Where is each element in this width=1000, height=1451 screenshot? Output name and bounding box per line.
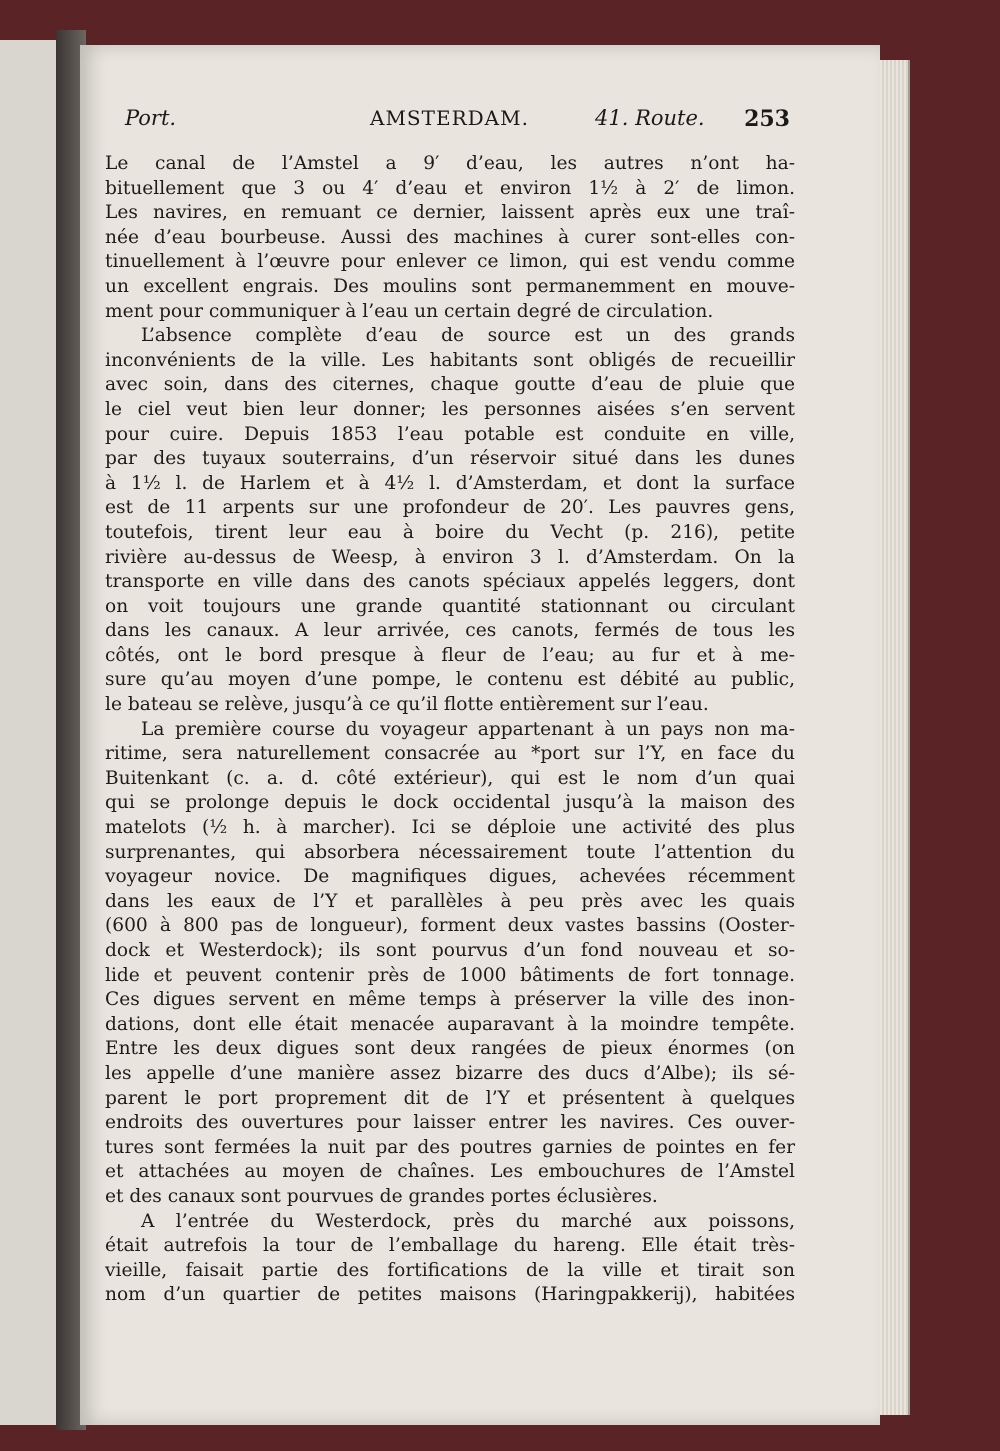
text-line: toutefois, tirent leur eau à boire du Vecht (p. 216), petite (105, 521, 795, 543)
text-line: le bateau se relève, jusqu’à ce qu’il flotte entièrement sur l’eau. (105, 694, 709, 716)
text-line: le ciel veut bien leur donner; les personnes aisées s’en servent (105, 398, 795, 420)
text-line: dock et Westerdock); ils sont pourvus d’un fond nouveau et so- (105, 940, 795, 961)
text-line: lide et peuvent contenir près de 1000 bâtiments de fort tonnage. (105, 964, 795, 986)
text-line: un excellent engrais. Des moulins sont permanemment en mouve- (105, 275, 795, 297)
text-line: L’absence complète d’eau de source est un des grands (141, 325, 795, 347)
text-line: parent le port proprement dit de l’Y et présentent à quelques (105, 1087, 795, 1109)
text-line: avec soin, dans des citernes, chaque goutte d’eau de pluie que (105, 374, 795, 396)
text-line: dans les canaux. A leur arrivée, ces canots, fermés de tous les (105, 620, 795, 642)
text-line: tinuellement à l’œuvre pour enlever ce limon, qui est vendu comme (105, 251, 795, 273)
text-line: était autrefois la tour de l’emballage du hareng. Elle était très- (105, 1235, 795, 1257)
header-title: AMSTERDAM. (370, 106, 529, 130)
text-line: qui se prolonge depuis le dock occidental jusqu’à la maison des (105, 792, 795, 814)
text-line: transporte en ville dans des canots spéciaux appelés leggers, dont (105, 571, 795, 593)
running-header (125, 106, 790, 136)
text-line: et attachées au moyen de chaînes. Les embouchures de l’Amstel (105, 1161, 795, 1183)
text-line: (600 à 800 pas de longueur), forment deux vastes bassins (Ooster- (105, 915, 795, 937)
text-line: matelots (½ h. à marcher). Ici se déploie une activité des plus (105, 817, 795, 839)
text-line: vieille, faisait partie des fortifications de la ville et tirait son (105, 1259, 795, 1281)
header-section: Port. (125, 106, 177, 130)
text-line: ritime, sera naturellement consacrée au *port sur l’Y, en face du (105, 743, 795, 765)
text-line: tures sont fermées la nuit par des poutres garnies de pointes en fer (105, 1136, 795, 1158)
text-line: La première course du voyageur appartenant à un pays non ma- (141, 718, 795, 740)
page-stack-edge (880, 60, 910, 1415)
text-line: pour cuire. Depuis 1853 l’eau potable est conduite en ville, (105, 423, 795, 445)
text-line: bituellement que 3 ou 4′ d’eau et environ 1½ à 2′ de limon. (105, 177, 795, 199)
left-page-edge (0, 40, 62, 1425)
text-line: côtés, ont le bord presque à fleur de l’eau; au fur et à me- (105, 644, 795, 666)
text-line: sure qu’au moyen d’une pompe, le contenu est débité au public, (105, 669, 795, 691)
text-line: Les navires, en remuant ce dernier, laissent après eux une traî- (105, 202, 795, 224)
text-line: A l’entrée du Westerdock, près du marché aux poissons, (141, 1210, 795, 1232)
text-line: rivière au-dessus de Weesp, à environ 3 l. d’Amsterdam. On la (105, 546, 795, 568)
text-line: Ces digues servent en même temps à préserver la ville des inon- (105, 989, 795, 1011)
text-line: dans les eaux de l’Y et parallèles à peu près avec les quais (105, 890, 795, 912)
page-number: 253 (744, 106, 790, 132)
text-line: Buitenkant (c. a. d. côté extérieur), qui est le nom d’un quai (105, 767, 795, 789)
text-line: voyageur novice. De magnifiques digues, achevées récemment (105, 866, 795, 888)
text-line: à 1½ l. de Harlem et à 4½ l. d’Amsterdam, et dont la surface (105, 472, 795, 494)
text-line: nom d’un quartier de petites maisons (Haringpakkerij), habitées (105, 1284, 795, 1306)
text-line: et des canaux sont pourvues de grandes portes éclusières. (105, 1185, 658, 1207)
header-route: 41. Route. (595, 106, 705, 130)
text-line: née d’eau bourbeuse. Aussi des machines à curer sont-elles con- (105, 226, 795, 248)
text-line: inconvénients de la ville. Les habitants sont obligés de recueillir (105, 349, 795, 371)
text-line: surprenantes, qui absorbera nécessairement toute l’attention du (105, 841, 795, 863)
text-line: Le canal de l’Amstel a 9′ d’eau, les autres n’ont ha- (105, 153, 795, 174)
text-line: endroits des ouvertures pour laisser entrer les navires. Ces ouver- (105, 1112, 795, 1134)
text-line: ment pour communiquer à l’eau un certain degré de circulation. (105, 300, 714, 322)
body-text (105, 152, 795, 1308)
text-line: dations, dont elle était menacée auparavant à la moindre tempête. (105, 1013, 795, 1035)
text-line: par des tuyaux souterrains, d’un réservoir situé dans les dunes (105, 448, 795, 470)
text-line: Entre les deux digues sont deux rangées de pieux énormes (on (105, 1038, 795, 1060)
text-line: est de 11 arpents sur une profondeur de 20′. Les pauvres gens, (105, 497, 795, 519)
text-line: on voit toujours une grande quantité stationnant ou circulant (105, 595, 795, 617)
text-line: les appelle d’une manière assez bizarre des ducs d’Albe); ils sé- (105, 1062, 795, 1084)
